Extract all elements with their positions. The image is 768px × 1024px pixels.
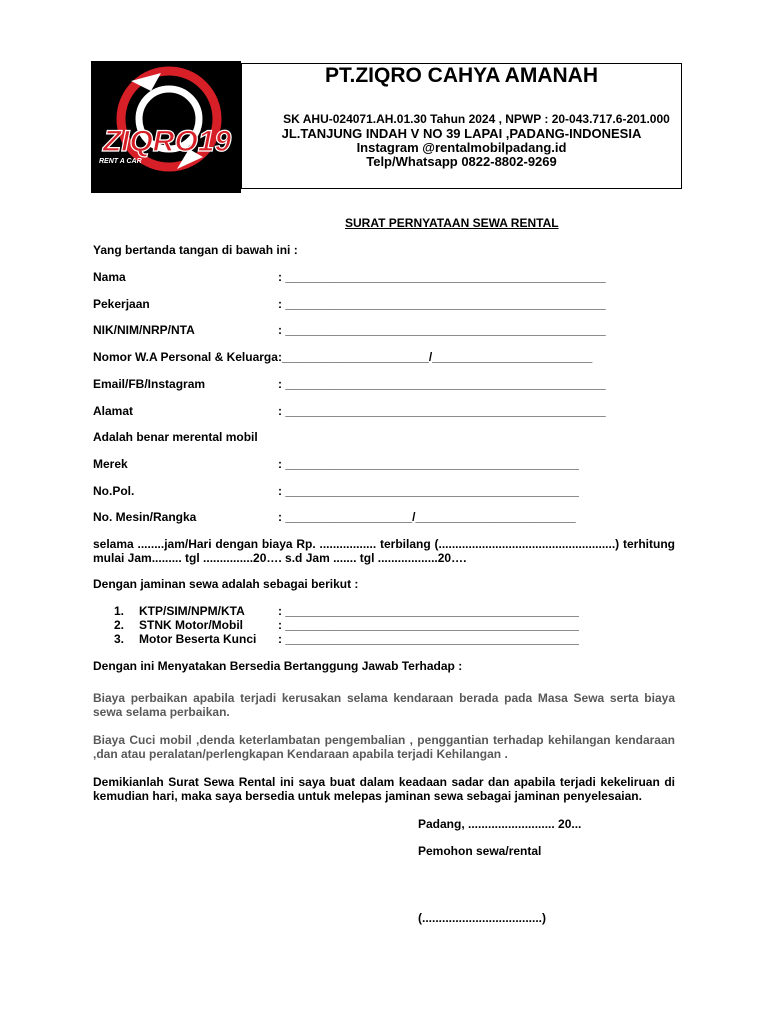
field-label-alamat: Alamat xyxy=(93,404,134,418)
field-value-merek: : ____________________________________________ xyxy=(278,457,579,471)
signature-role: Pemohon sewa/rental xyxy=(418,844,542,858)
rental-statement: Adalah benar merental mobil xyxy=(93,430,258,444)
guarantee-label-stnk: STNK Motor/Mobil xyxy=(139,618,243,632)
company-instagram: Instagram @rentalmobilpadang.id xyxy=(356,140,567,155)
guarantee-num: 2. xyxy=(114,618,125,632)
company-name: PT.ZIQRO CAHYA AMANAH xyxy=(324,64,598,87)
closing-paragraph: Demikianlah Surat Sewa Rental ini saya buat dalam keadaan sadar dan apabila terjadi kekeliruan di kemudian hari, maka saya bersedia untuk melepas jaminan sewa sebagai jaminan penyelesaian. xyxy=(93,775,675,803)
logo-graphic xyxy=(91,61,241,193)
field-value-nopol: : ____________________________________________ xyxy=(278,484,579,498)
responsibility-intro: Dengan ini Menyatakan Bersedia Bertanggung Jawab Terhadap : xyxy=(93,659,463,673)
field-label-pekerjaan: Pekerjaan xyxy=(93,297,150,311)
field-value-nama: : ________________________________________________ xyxy=(278,270,606,284)
signature-place-date: Padang, .......................... 20... xyxy=(418,817,582,831)
signature-name-line: (....................................) xyxy=(418,911,547,925)
field-label-whatsapp: Nomor W.A Personal & Keluarga xyxy=(93,350,278,364)
duration-paragraph: selama ........jam/Hari dengan biaya Rp. ................. terbilang (.....................................................) terhitung mulai Jam......... tgl ...............20…. s.d Jam ....... tgl ..................20…. xyxy=(93,537,675,565)
field-label-nik: NIK/NIM/NRP/NTA xyxy=(93,323,195,337)
field-value-alamat: : ________________________________________________ xyxy=(278,404,606,418)
responsibility-repair: Biaya perbaikan apabila terjadi kerusakan selama kendaraan berada pada Masa Sewa serta biaya sewa selama perbaikan. xyxy=(93,691,675,719)
legal-line: SK AHU-024071.AH.01.30 Tahun 2024 , NPWP : 20-043.717.6-201.000 xyxy=(283,112,670,126)
guarantee-intro: Dengan jaminan sewa adalah sebagai berikut : xyxy=(93,577,359,591)
field-value-email: : ________________________________________________ xyxy=(278,377,606,391)
field-label-nama: Nama xyxy=(93,270,126,284)
guarantee-num: 3. xyxy=(114,632,125,646)
guarantee-value-stnk: : ____________________________________________ xyxy=(278,618,579,632)
field-label-mesin: No. Mesin/Rangka xyxy=(93,510,197,524)
field-value-mesin: : ___________________/________________________ xyxy=(278,510,576,524)
field-label-merek: Merek xyxy=(93,457,128,471)
guarantee-value-ktp: : ____________________________________________ xyxy=(278,604,579,618)
document-title: SURAT PERNYATAAN SEWA RENTAL xyxy=(345,216,559,230)
field-label-email: Email/FB/Instagram xyxy=(93,377,206,391)
guarantee-num: 1. xyxy=(114,604,125,618)
guarantee-value-motor: : ____________________________________________ xyxy=(278,632,579,646)
company-phone: Telp/Whatsapp 0822-8802-9269 xyxy=(366,154,557,169)
field-value-pekerjaan: : ________________________________________________ xyxy=(278,297,606,311)
intro-text: Yang bertanda tangan di bawah ini : xyxy=(93,243,298,257)
field-label-nopol: No.Pol. xyxy=(93,484,135,498)
field-value-nik: : ________________________________________________ xyxy=(278,323,606,337)
company-logo xyxy=(91,61,241,193)
logo-brand-text: ZIQRO19 xyxy=(102,125,232,158)
guarantee-label-ktp: KTP/SIM/NPM/KTA xyxy=(139,604,245,618)
logo-tagline: RENT A CAR xyxy=(99,158,142,165)
company-address: JL.TANJUNG INDAH V NO 39 LAPAI ,PADANG-INDONESIA xyxy=(281,126,642,141)
responsibility-cleaning: Biaya Cuci mobil ,denda keterlambatan pengembalian , penggantian terhadap kehilangan kendaraan ,dan atau peralatan/perlengkapan Kendaraan apabila terjadi Kehilangan . xyxy=(93,733,675,761)
guarantee-label-motor: Motor Beserta Kunci xyxy=(139,632,257,646)
field-value-whatsapp: :______________________/________________________ xyxy=(278,350,593,364)
